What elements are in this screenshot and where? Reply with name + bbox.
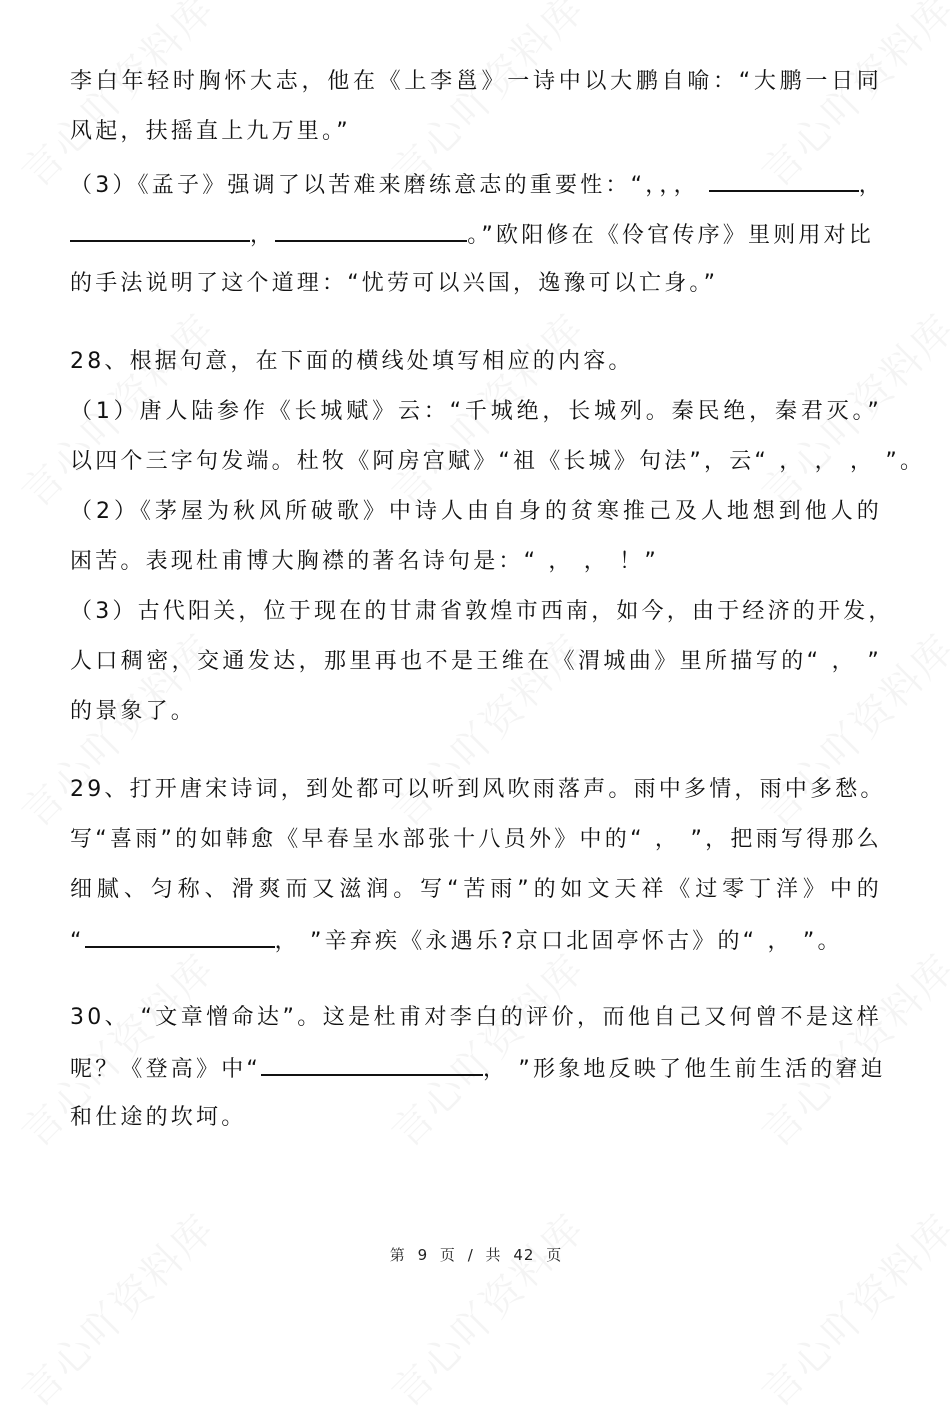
question-30-title: 30、 “文章憎命达”。这是杜甫对李白的评价，而他自己又何曾不是这样 (70, 1005, 882, 1030)
text-line: （1）唐人陆参作《长城赋》云：“千城绝，长城列。秦民绝，秦君灭。” (70, 399, 882, 424)
text-line: 困苦。表现杜甫博大胸襟的著名诗句是：“ ， ， ！” (70, 549, 659, 574)
watermark (377, 1199, 595, 1417)
watermark (7, 0, 225, 198)
text-segment: “ (70, 929, 85, 954)
answer-blank[interactable] (70, 220, 250, 242)
footer-page-label: 页 (439, 1246, 456, 1264)
text-line: 风起，扶摇直上九万里。” (70, 119, 351, 144)
answer-blank[interactable] (709, 170, 859, 192)
text-segment: 呢？《登高》中“ (70, 1057, 261, 1082)
text-line: 李白年轻时胸怀大志，他在《上李邕》一诗中以大鹏自喻：“大鹏一日同 (70, 69, 882, 94)
footer-prefix: 第 (389, 1246, 406, 1264)
question-28-title: 28、根据句意，在下面的横线处填写相应的内容。 (70, 349, 634, 374)
text-segment: ， (250, 223, 276, 248)
watermark (747, 0, 952, 198)
footer-separator: / (467, 1246, 474, 1264)
footer-total-label: 页 (546, 1246, 563, 1264)
text-line: （2）《茅屋为秋风所破歌》中诗人由自身的贫寒推己及人地想到他人的 (70, 499, 882, 524)
text-segment: 。”欧阳修在《伶官传序》里则用对比 (467, 223, 875, 248)
question-27-3-line (70, 220, 882, 250)
answer-blank[interactable] (275, 220, 467, 242)
text-line: 的手法说明了这个道理：“忧劳可以兴国，逸豫可以亡身。” (70, 271, 719, 296)
question-29-title: 29、打开唐宋诗词，到处都可以听到风吹雨落声。雨中多情，雨中多愁。 (70, 777, 886, 802)
text-line: 细腻、匀称、滑爽而又滋润。写“苦雨”的如文天祥《过零丁洋》中的 (70, 877, 882, 902)
text-segment: ， ”辛弃疾《永遇乐?京口北固亭怀古》的“ ， ”。 (274, 929, 843, 954)
page-footer (0, 1244, 952, 1265)
footer-total-prefix: 共 (485, 1246, 502, 1264)
text-line: 人口稠密，交通发达，那里再也不是王维在《渭城曲》里所描写的“ ， ” (70, 649, 882, 674)
text-line: 写“喜雨”的如韩愈《早春呈水部张十八员外》中的“ ， ”，把雨写得那么 (70, 827, 882, 852)
text-line: 的景象了。 (70, 699, 197, 724)
text-line: （3）古代阳关，位于现在的甘肃省敦煌市西南，如今，由于经济的开发， (70, 599, 894, 624)
text-line: 和仕途的坎坷。 (70, 1105, 247, 1130)
text-segment: ， (858, 173, 884, 198)
answer-blank[interactable] (85, 926, 275, 948)
text-line: 以四个三字句发端。杜牧《阿房宫赋》“祖《长城》句法”，云“ ， ， ， ”。 (70, 449, 926, 474)
answer-blank[interactable] (261, 1054, 483, 1076)
watermark (7, 1199, 225, 1417)
question-29-line (70, 926, 882, 956)
total-pages-number: 42 (513, 1246, 535, 1264)
watermark (377, 0, 595, 198)
text-segment: ， ”形象地反映了他生前生活的窘迫 (483, 1057, 886, 1082)
current-page-number: 9 (417, 1246, 429, 1264)
watermark (747, 1199, 952, 1417)
question-30-line (70, 1054, 886, 1084)
text-segment: （3）《孟子》强调了以苦难来磨练意志的重要性：“，，， (70, 173, 699, 198)
question-27-3-line (70, 170, 882, 200)
